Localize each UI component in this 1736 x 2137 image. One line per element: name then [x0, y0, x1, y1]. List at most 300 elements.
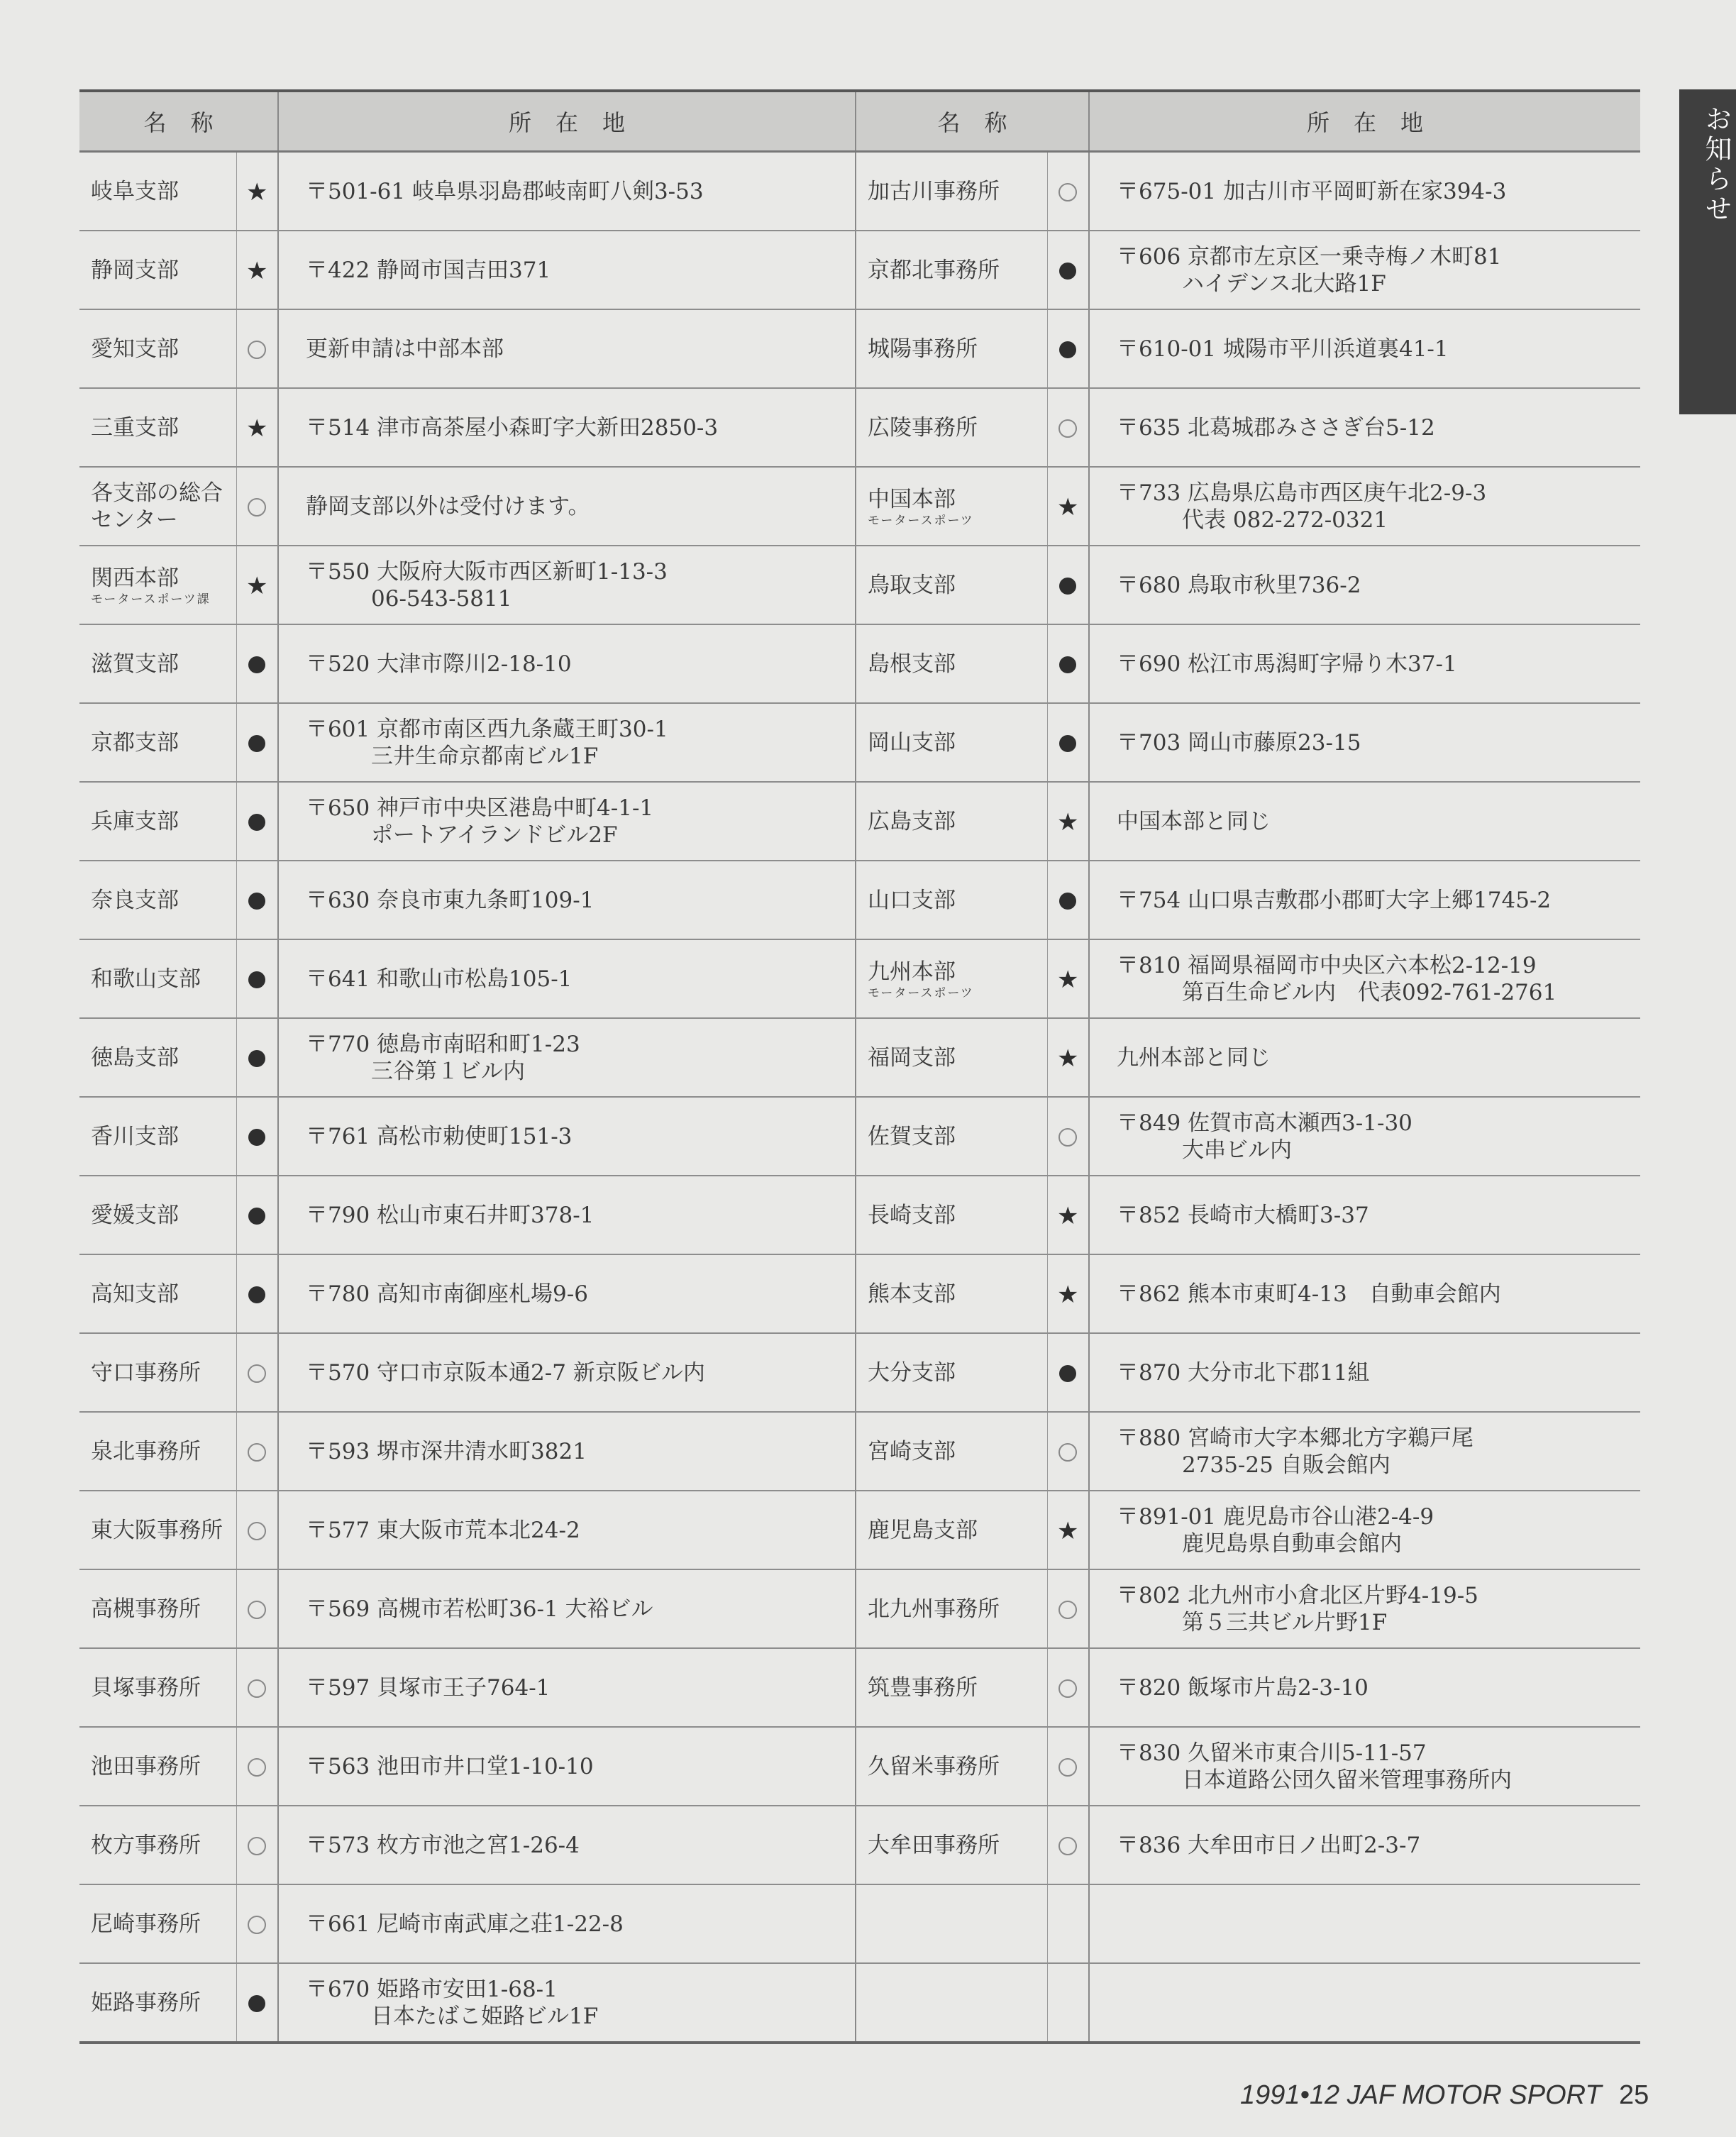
right-office-mark-cell — [1047, 1727, 1089, 1806]
filled-circle-icon — [1059, 263, 1076, 280]
office-address: 〒501-61 岐阜県羽島郡岐南町八剣3-53 — [306, 178, 704, 204]
office-address: 〒601 京都市南区西九条蔵王町30-1 — [306, 716, 668, 742]
office-address: 〒761 高松市勅使町151-3 — [306, 1123, 573, 1149]
office-address-line2: 代表 082-272-0321 — [1182, 507, 1388, 533]
office-address: 九州本部と同じ — [1117, 1044, 1271, 1071]
table-row — [79, 861, 1640, 939]
office-address: 〒573 枚方市池之宮1-26-4 — [306, 1832, 580, 1858]
office-name: 鹿児島支部 — [868, 1517, 978, 1543]
office-address: 〒880 宮崎市大字本郷北方字鵜戸尾 — [1117, 1425, 1474, 1451]
office-address: 〒820 飯塚市片島2-3-10 — [1117, 1674, 1369, 1701]
office-address: 〒597 貝塚市王子764-1 — [306, 1674, 551, 1701]
office-address: 〒630 奈良市東九条町109-1 — [306, 887, 595, 913]
office-address: 静岡支部以外は受付けます。 — [306, 493, 590, 519]
filled-circle-icon — [248, 1129, 265, 1146]
office-address: 〒661 尼崎市南武庫之荘1-22-8 — [306, 1911, 624, 1937]
office-address: 〒514 津市高茶屋小森町字大新田2850-3 — [306, 414, 719, 441]
office-address: 〒836 大牟田市日ノ出町2-3-7 — [1117, 1832, 1421, 1858]
star-icon: ★ — [246, 177, 268, 206]
office-name: 貝塚事務所 — [91, 1674, 201, 1701]
star-icon: ★ — [246, 414, 268, 443]
office-name: 香川支部 — [91, 1123, 179, 1149]
left-office-name-cell — [79, 1254, 236, 1333]
office-address: 〒862 熊本市東町4-13 自動車会館内 — [1117, 1281, 1501, 1307]
office-address: 〒780 高知市南御座札場9-6 — [306, 1281, 588, 1307]
office-address: 〒690 松江市馬潟町字帰り木37-1 — [1117, 651, 1457, 677]
office-address: 〒670 姫路市安田1-68-1 — [306, 1976, 558, 2002]
right-office-address-cell — [1089, 1018, 1640, 1097]
table-row — [79, 1018, 1640, 1097]
office-address: 〒703 岡山市藤原23-15 — [1117, 729, 1361, 756]
office-address: 〒610-01 城陽市平川浜道裏41-1 — [1117, 336, 1449, 362]
left-office-name-cell — [79, 467, 236, 546]
right-office-name-cell — [856, 1648, 1047, 1727]
filled-circle-icon — [248, 893, 265, 910]
left-office-name-cell — [79, 1963, 236, 2043]
filled-circle-icon — [1059, 1365, 1076, 1382]
left-office-name-cell — [79, 703, 236, 782]
office-name: 三重支部 — [91, 414, 179, 441]
open-circle-icon — [248, 1443, 266, 1462]
right-office-address-cell — [1089, 1333, 1640, 1412]
filled-circle-icon — [248, 1995, 265, 2012]
star-icon: ★ — [1057, 1280, 1079, 1309]
table-row — [79, 1097, 1640, 1176]
left-office-name-cell — [79, 1648, 236, 1727]
open-circle-icon — [1058, 1128, 1077, 1147]
right-office-name-cell — [856, 861, 1047, 939]
office-address-line2: 第百生命ビル内 代表092-761-2761 — [1182, 979, 1557, 1005]
right-office-mark-cell — [1047, 939, 1089, 1018]
left-office-address-cell — [278, 1097, 856, 1176]
open-circle-icon — [248, 1601, 266, 1619]
left-office-address-cell — [278, 388, 856, 467]
office-name: 姫路事務所 — [91, 1989, 201, 2016]
right-office-name-cell — [856, 1884, 1047, 1963]
right-office-mark-cell — [1047, 546, 1089, 624]
filled-circle-icon — [248, 1208, 265, 1225]
filled-circle-icon — [1059, 578, 1076, 595]
left-office-address-cell — [278, 152, 856, 231]
header-name-left: 名称 — [79, 91, 278, 152]
right-office-mark-cell — [1047, 388, 1089, 467]
left-office-name-cell — [79, 1097, 236, 1176]
office-address: 〒675-01 加古川市平岡町新在家394-3 — [1117, 178, 1507, 204]
office-name: 高知支部 — [91, 1281, 179, 1307]
office-name: 山口支部 — [868, 887, 956, 913]
right-office-address-cell — [1089, 1176, 1640, 1254]
table-row — [79, 1254, 1640, 1333]
table-row — [79, 782, 1640, 861]
right-office-mark-cell — [1047, 231, 1089, 309]
right-office-address-cell — [1089, 1569, 1640, 1648]
right-office-mark-cell — [1047, 1176, 1089, 1254]
right-office-mark-cell — [1047, 1806, 1089, 1884]
office-name: 各支部の総合センター — [91, 480, 223, 533]
star-icon: ★ — [1057, 1044, 1079, 1073]
right-office-mark-cell — [1047, 1963, 1089, 2043]
table-row — [79, 1491, 1640, 1569]
right-office-mark-cell — [1047, 703, 1089, 782]
office-name: 広陵事務所 — [868, 414, 978, 441]
office-name: 奈良支部 — [91, 887, 179, 913]
office-address: 〒550 大阪府大阪市西区新町1-13-3 — [306, 558, 668, 585]
office-address: 〒593 堺市深井清水町3821 — [306, 1438, 587, 1464]
left-office-mark-cell — [236, 1806, 278, 1884]
left-office-mark-cell — [236, 861, 278, 939]
office-address-line2: ハイデンス北大路1F — [1182, 270, 1386, 297]
open-circle-icon — [248, 1916, 266, 1934]
right-office-mark-cell — [1047, 1412, 1089, 1491]
office-address: 〒830 久留米市東合川5-11-57 — [1117, 1740, 1427, 1766]
right-office-address-cell — [1089, 467, 1640, 546]
filled-circle-icon — [248, 735, 265, 752]
table-row — [79, 1727, 1640, 1806]
open-circle-icon — [1058, 183, 1077, 201]
office-name: 守口事務所 — [91, 1359, 201, 1386]
office-name: 滋賀支部 — [91, 651, 179, 677]
notice-side-tab — [1679, 89, 1736, 414]
right-office-name-cell — [856, 782, 1047, 861]
office-name: 大分支部 — [868, 1359, 956, 1386]
right-office-name-cell — [856, 467, 1047, 546]
office-address: 〒641 和歌山市松島105-1 — [306, 966, 573, 992]
left-office-mark-cell — [236, 1569, 278, 1648]
left-office-name-cell — [79, 1333, 236, 1412]
office-address: 〒606 京都市左京区一乗寺梅ノ木町81 — [1117, 243, 1502, 270]
right-office-name-cell — [856, 1727, 1047, 1806]
star-icon: ★ — [1057, 1516, 1079, 1545]
open-circle-icon — [248, 341, 266, 359]
left-office-name-cell — [79, 939, 236, 1018]
office-name: 兵庫支部 — [91, 808, 179, 834]
office-name: 岡山支部 — [868, 729, 956, 756]
office-address: 〒650 神戸市中央区港島中町4-1-1 — [306, 795, 654, 821]
right-office-address-cell — [1089, 388, 1640, 467]
office-name: 池田事務所 — [91, 1753, 201, 1779]
left-office-name-cell — [79, 388, 236, 467]
left-office-mark-cell — [236, 624, 278, 703]
office-name: 佐賀支部 — [868, 1123, 956, 1149]
table-row — [79, 467, 1640, 546]
right-office-address-cell — [1089, 782, 1640, 861]
left-office-name-cell — [79, 231, 236, 309]
office-name: 筑豊事務所 — [868, 1674, 978, 1701]
header-name-right: 名称 — [856, 91, 1089, 152]
right-office-address-cell — [1089, 1648, 1640, 1727]
left-office-name-cell — [79, 624, 236, 703]
left-office-address-cell — [278, 467, 856, 546]
right-office-address-cell — [1089, 703, 1640, 782]
left-office-mark-cell — [236, 1491, 278, 1569]
office-address: 〒790 松山市東石井町378-1 — [306, 1202, 595, 1228]
table-row — [79, 1333, 1640, 1412]
office-name: 城陽事務所 — [868, 336, 978, 362]
office-name: 尼崎事務所 — [91, 1911, 201, 1937]
right-office-mark-cell — [1047, 309, 1089, 388]
left-office-address-cell — [278, 1491, 856, 1569]
office-address: 〒520 大津市際川2-18-10 — [306, 651, 572, 677]
table-row — [79, 1412, 1640, 1491]
left-office-name-cell — [79, 782, 236, 861]
office-name: 岐阜支部 — [91, 178, 179, 204]
office-name: 枚方事務所 — [91, 1832, 201, 1858]
office-name: 徳島支部 — [91, 1044, 179, 1071]
left-office-address-cell — [278, 1963, 856, 2043]
office-name: 京都北事務所 — [868, 257, 1000, 283]
left-office-mark-cell — [236, 1648, 278, 1727]
left-office-address-cell — [278, 939, 856, 1018]
office-department: モータースポーツ — [868, 985, 974, 1000]
left-office-mark-cell — [236, 1018, 278, 1097]
left-office-mark-cell — [236, 546, 278, 624]
left-office-name-cell — [79, 1412, 236, 1491]
table-row — [79, 1963, 1640, 2043]
left-office-address-cell — [278, 1176, 856, 1254]
office-name: 福岡支部 — [868, 1044, 956, 1071]
left-office-mark-cell — [236, 231, 278, 309]
open-circle-icon — [248, 498, 266, 517]
header-address-right: 所在地 — [1089, 91, 1640, 152]
left-office-name-cell — [79, 152, 236, 231]
table-row — [79, 309, 1640, 388]
right-office-name-cell — [856, 1412, 1047, 1491]
filled-circle-icon — [248, 1050, 265, 1067]
right-office-name-cell — [856, 1333, 1047, 1412]
right-office-address-cell — [1089, 1412, 1640, 1491]
right-office-name-cell — [856, 1176, 1047, 1254]
left-office-address-cell — [278, 1412, 856, 1491]
right-office-address-cell — [1089, 861, 1640, 939]
office-address: 〒810 福岡県福岡市中央区六本松2-12-19 — [1117, 952, 1537, 978]
open-circle-icon — [248, 1758, 266, 1777]
office-name: 長崎支部 — [868, 1202, 956, 1228]
left-office-mark-cell — [236, 1333, 278, 1412]
office-address: 〒569 高槻市若松町36-1 大裕ビル — [306, 1596, 653, 1622]
right-office-mark-cell — [1047, 1254, 1089, 1333]
left-office-mark-cell — [236, 152, 278, 231]
open-circle-icon — [1058, 1679, 1077, 1698]
open-circle-icon — [248, 1364, 266, 1383]
right-office-name-cell — [856, 1963, 1047, 2043]
office-name: 泉北事務所 — [91, 1438, 201, 1464]
open-circle-icon — [248, 1837, 266, 1855]
office-address: 〒422 静岡市国吉田371 — [306, 257, 551, 283]
right-office-name-cell — [856, 309, 1047, 388]
filled-circle-icon — [1059, 656, 1076, 673]
star-icon: ★ — [1057, 965, 1079, 994]
table-row — [79, 703, 1640, 782]
left-office-name-cell — [79, 546, 236, 624]
right-office-mark-cell — [1047, 861, 1089, 939]
filled-circle-icon — [248, 814, 265, 831]
open-circle-icon — [248, 1522, 266, 1540]
right-office-name-cell — [856, 1254, 1047, 1333]
footer-issue: 1991•12 JAF MOTOR SPORT — [1240, 2080, 1602, 2110]
left-office-name-cell — [79, 861, 236, 939]
left-office-mark-cell — [236, 1727, 278, 1806]
star-icon: ★ — [1057, 492, 1079, 521]
office-address-line2: 第５三共ビル片野1F — [1182, 1609, 1388, 1635]
table-row — [79, 388, 1640, 467]
office-name: 宮崎支部 — [868, 1438, 956, 1464]
right-office-mark-cell — [1047, 1648, 1089, 1727]
office-address: 更新申請は中部本部 — [306, 336, 504, 362]
office-address: 〒849 佐賀市高木瀬西3-1-30 — [1117, 1110, 1412, 1136]
office-name: 東大阪事務所 — [91, 1517, 223, 1543]
right-office-name-cell — [856, 703, 1047, 782]
header-row — [79, 91, 1640, 152]
filled-circle-icon — [1059, 893, 1076, 910]
left-office-address-cell — [278, 1806, 856, 1884]
left-office-address-cell — [278, 1569, 856, 1648]
table-row — [79, 1884, 1640, 1963]
office-address-line2: 鹿児島県自動車会館内 — [1182, 1530, 1403, 1557]
left-office-address-cell — [278, 782, 856, 861]
right-office-mark-cell — [1047, 1884, 1089, 1963]
right-office-mark-cell — [1047, 624, 1089, 703]
office-name: 愛知支部 — [91, 336, 179, 362]
office-address: 〒577 東大阪市荒本北24-2 — [306, 1517, 580, 1543]
right-office-name-cell — [856, 546, 1047, 624]
right-office-name-cell — [856, 231, 1047, 309]
star-icon: ★ — [1057, 807, 1079, 836]
office-name: 大牟田事務所 — [868, 1832, 1000, 1858]
open-circle-icon — [1058, 1758, 1077, 1777]
office-name: 京都支部 — [91, 729, 179, 756]
right-office-name-cell — [856, 152, 1047, 231]
right-office-address-cell — [1089, 939, 1640, 1018]
right-office-address-cell — [1089, 152, 1640, 231]
header-address-left: 所在地 — [278, 91, 856, 152]
office-address: 〒563 池田市井口堂1-10-10 — [306, 1753, 594, 1779]
left-office-mark-cell — [236, 1097, 278, 1176]
left-office-name-cell — [79, 309, 236, 388]
right-office-mark-cell — [1047, 782, 1089, 861]
right-office-mark-cell — [1047, 1491, 1089, 1569]
office-address: 〒770 徳島市南昭和町1-23 — [306, 1031, 580, 1057]
table-row — [79, 1176, 1640, 1254]
office-address: 〒570 守口市京阪本通2-7 新京阪ビル内 — [306, 1359, 705, 1386]
left-office-mark-cell — [236, 1254, 278, 1333]
left-office-address-cell — [278, 1727, 856, 1806]
left-office-mark-cell — [236, 1963, 278, 2043]
left-office-name-cell — [79, 1018, 236, 1097]
left-office-mark-cell — [236, 782, 278, 861]
office-name: 北九州事務所 — [868, 1596, 1000, 1622]
page-number: 25 — [1619, 2080, 1649, 2110]
office-department: モータースポーツ — [868, 513, 974, 528]
right-office-mark-cell — [1047, 152, 1089, 231]
office-name: 中国本部 — [868, 486, 956, 512]
left-office-address-cell — [278, 1884, 856, 1963]
office-name: 加古川事務所 — [868, 178, 1000, 204]
table-row — [79, 152, 1640, 231]
left-office-address-cell — [278, 546, 856, 624]
side-tab-label: お知らせ — [1701, 105, 1732, 224]
office-address: 〒891-01 鹿児島市谷山港2-4-9 — [1117, 1503, 1434, 1530]
right-office-address-cell — [1089, 1963, 1640, 2043]
right-office-address-cell — [1089, 1097, 1640, 1176]
office-address-line2: 日本道路公団久留米管理事務所内 — [1182, 1767, 1513, 1793]
right-office-name-cell — [856, 388, 1047, 467]
left-office-name-cell — [79, 1176, 236, 1254]
right-office-mark-cell — [1047, 1333, 1089, 1412]
right-office-address-cell — [1089, 624, 1640, 703]
table-row — [79, 231, 1640, 309]
right-office-mark-cell — [1047, 467, 1089, 546]
right-office-mark-cell — [1047, 1097, 1089, 1176]
office-address: 中国本部と同じ — [1117, 808, 1271, 834]
right-office-address-cell — [1089, 1491, 1640, 1569]
table-row — [79, 939, 1640, 1018]
office-address: 〒635 北葛城郡みささぎ台5-12 — [1117, 414, 1435, 441]
table-row — [79, 1648, 1640, 1727]
open-circle-icon — [1058, 1837, 1077, 1855]
right-office-address-cell — [1089, 231, 1640, 309]
office-name: 九州本部 — [868, 959, 956, 985]
right-office-address-cell — [1089, 1254, 1640, 1333]
office-department: モータースポーツ課 — [91, 592, 211, 607]
right-office-name-cell — [856, 624, 1047, 703]
left-office-mark-cell — [236, 1884, 278, 1963]
left-office-name-cell — [79, 1806, 236, 1884]
filled-circle-icon — [1059, 341, 1076, 358]
office-address-line2: 大串ビル内 — [1182, 1137, 1293, 1163]
left-office-mark-cell — [236, 1176, 278, 1254]
office-address-line2: 三谷第１ビル内 — [371, 1058, 526, 1084]
left-office-mark-cell — [236, 939, 278, 1018]
office-name: 島根支部 — [868, 651, 956, 677]
office-directory — [79, 89, 1640, 2044]
office-name: 静岡支部 — [91, 257, 179, 283]
open-circle-icon — [248, 1679, 266, 1698]
left-office-name-cell — [79, 1884, 236, 1963]
office-name: 広島支部 — [868, 808, 956, 834]
right-office-address-cell — [1089, 546, 1640, 624]
left-office-name-cell — [79, 1727, 236, 1806]
right-office-name-cell — [856, 1097, 1047, 1176]
office-address-line2: 2735-25 自販会館内 — [1182, 1452, 1391, 1478]
left-office-address-cell — [278, 1648, 856, 1727]
office-address-line2: ポートアイランドビル2F — [371, 822, 618, 848]
left-office-mark-cell — [236, 1412, 278, 1491]
left-office-name-cell — [79, 1491, 236, 1569]
right-office-name-cell — [856, 1018, 1047, 1097]
open-circle-icon — [1058, 419, 1077, 438]
right-office-mark-cell — [1047, 1569, 1089, 1648]
office-address-line2: 06-543-5811 — [371, 585, 512, 612]
right-office-address-cell — [1089, 309, 1640, 388]
office-address: 〒754 山口県吉敷郡小郡町大字上郷1745-2 — [1117, 887, 1552, 913]
office-name: 高槻事務所 — [91, 1596, 201, 1622]
table-row — [79, 1569, 1640, 1648]
left-office-mark-cell — [236, 703, 278, 782]
table-row — [79, 624, 1640, 703]
left-office-name-cell — [79, 1569, 236, 1648]
left-office-address-cell — [278, 309, 856, 388]
left-office-mark-cell — [236, 467, 278, 546]
office-table — [79, 89, 1640, 2044]
star-icon: ★ — [246, 256, 268, 285]
right-office-mark-cell — [1047, 1018, 1089, 1097]
star-icon: ★ — [1057, 1201, 1079, 1230]
office-address-line2: 三井生命京都南ビル1F — [371, 743, 599, 769]
office-name: 久留米事務所 — [868, 1753, 1000, 1779]
office-name: 関西本部 — [91, 565, 179, 591]
office-address: 〒852 長崎市大橋町3-37 — [1117, 1202, 1369, 1228]
office-address: 〒802 北九州市小倉北区片野4-19-5 — [1117, 1582, 1478, 1608]
